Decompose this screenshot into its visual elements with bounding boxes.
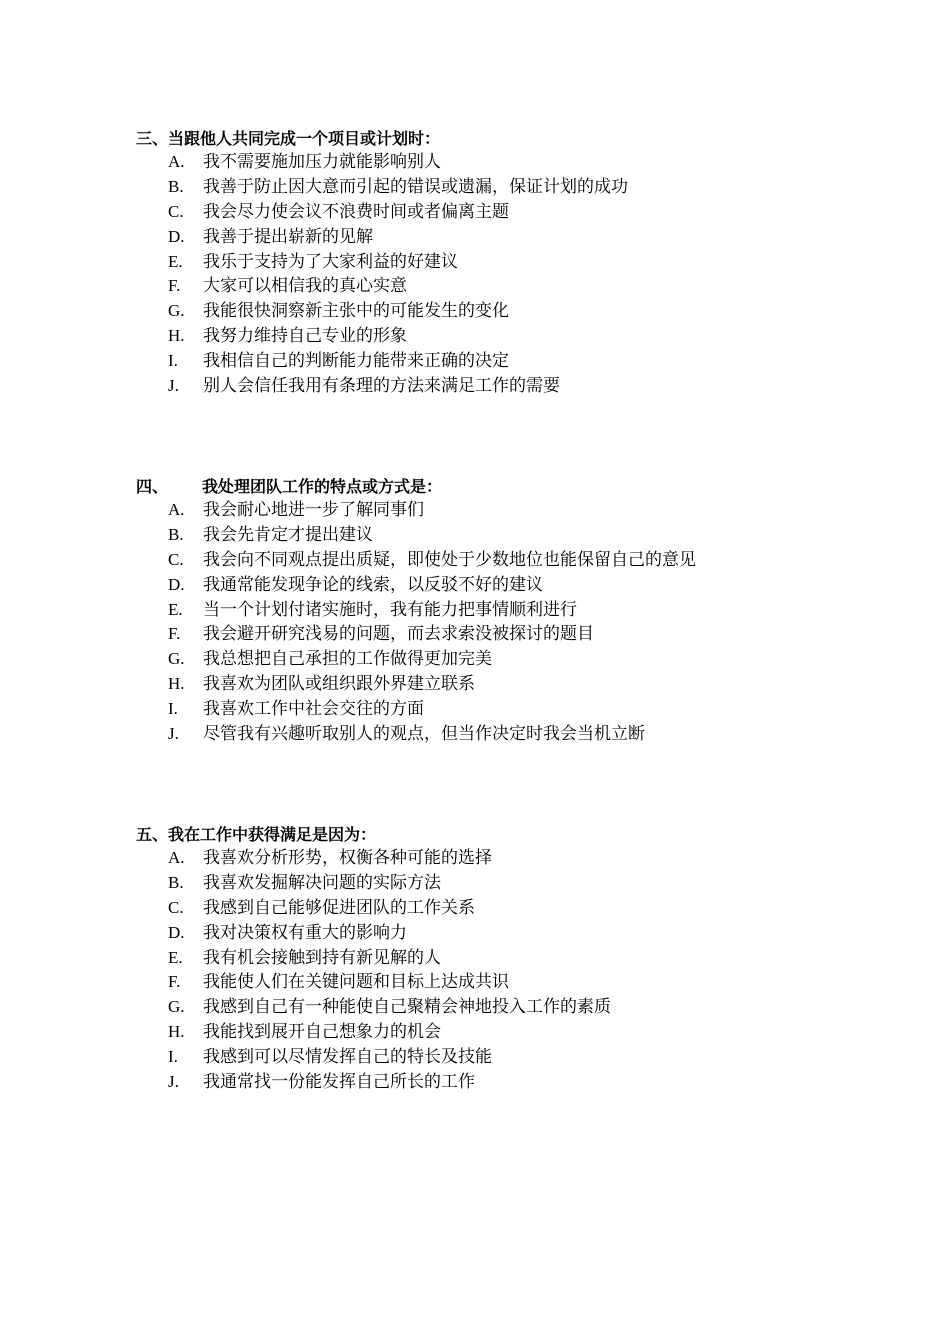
section-title: 我处理团队工作的特点或方式是： (202, 477, 443, 496)
item-text: 大家可以相信我的真心实意 (203, 276, 407, 297)
item-letter: E. (168, 251, 183, 271)
item-text: 我有机会接触到持有新见解的人 (203, 947, 441, 968)
item-text: 我不需要施加压力就能影响别人 (203, 152, 441, 172)
item-letter: F. (168, 276, 181, 296)
section-title: 我在工作中获得满足是因为： (168, 825, 377, 844)
item-text: 我善于提出崭新的见解 (203, 226, 373, 247)
item-text: 我会向不同观点提出质疑，即使处于少数地位也能保留自己的意见 (203, 549, 696, 570)
item-letter: G. (168, 997, 185, 1017)
section-number: 四、 (136, 477, 169, 496)
item-letter: B. (168, 176, 184, 196)
item-letter: H. (168, 326, 185, 346)
item-letter: C. (168, 897, 184, 917)
item-text: 我能很快洞察新主张中的可能发生的变化 (203, 301, 509, 322)
item-letter: I. (168, 699, 178, 719)
item-text: 我喜欢分析形势，权衡各种可能的选择 (203, 848, 492, 868)
item-letter: F. (168, 972, 181, 992)
item-text: 我总想把自己承担的工作做得更加完美 (203, 649, 492, 670)
item-letter: D. (168, 922, 185, 942)
section-heading (136, 474, 442, 499)
section-title: 当跟他人共同完成一个项目或计划时： (168, 129, 441, 148)
item-text: 我通常找一份能发挥自己所长的工作 (203, 1072, 475, 1093)
item-letter: C. (168, 549, 184, 569)
item-letter: H. (168, 674, 185, 694)
item-letter: E. (168, 599, 183, 619)
item-text: 我喜欢工作中社会交往的方面 (203, 699, 424, 720)
item-letter: B. (168, 524, 184, 544)
item-letter: J. (168, 1072, 179, 1092)
section-number: 五、 (136, 825, 169, 844)
item-text: 别人会信任我用有条理的方法来满足工作的需要 (203, 376, 560, 397)
item-text: 我会耐心地进一步了解同事们 (203, 500, 424, 520)
item-text: 我相信自己的判断能力能带来正确的决定 (203, 351, 509, 372)
item-text: 我感到自己能够促进团队的工作关系 (203, 897, 475, 918)
item-text: 我通常能发现争论的线索，以反驳不好的建议 (203, 574, 543, 595)
item-text: 我喜欢为团队或组织跟外界建立联系 (203, 674, 475, 695)
item-letter: G. (168, 649, 185, 669)
section-heading (136, 126, 440, 151)
section-number: 三、 (136, 129, 169, 148)
item-letter: D. (168, 226, 185, 246)
item-text: 我能使人们在关键问题和目标上达成共识 (203, 972, 509, 993)
item-letter: D. (168, 574, 185, 594)
item-text: 我努力维持自己专业的形象 (203, 326, 407, 347)
item-text: 我喜欢发掘解决问题的实际方法 (203, 872, 441, 893)
item-text: 我会先肯定才提出建议 (203, 524, 373, 545)
item-letter: A. (168, 848, 185, 867)
item-letter: G. (168, 301, 185, 321)
item-text: 我乐于支持为了大家利益的好建议 (203, 251, 458, 272)
item-text: 我善于防止因大意而引起的错误或遗漏，保证计划的成功 (203, 176, 628, 197)
item-letter: B. (168, 872, 184, 892)
item-text: 我对决策权有重大的影响力 (203, 922, 407, 943)
item-text: 我感到自己有一种能使自己聚精会神地投入工作的素质 (203, 997, 611, 1018)
item-letter: H. (168, 1022, 185, 1042)
item-letter: E. (168, 947, 183, 967)
item-text: 当一个计划付诸实施时，我有能力把事情顺利进行 (203, 599, 577, 620)
item-text: 我感到可以尽情发挥自己的特长及技能 (203, 1047, 492, 1068)
item-letter: I. (168, 1047, 178, 1067)
item-letter: C. (168, 201, 184, 221)
item-text: 我会避开研究浅易的问题，而去求索没被探讨的题目 (203, 624, 594, 645)
section-heading (136, 822, 376, 847)
item-letter: F. (168, 624, 181, 644)
item-text: 尽管我有兴趣听取别人的观点，但当作决定时我会当机立断 (203, 724, 645, 745)
item-letter: I. (168, 351, 178, 371)
item-text: 我会尽力使会议不浪费时间或者偏离主题 (203, 201, 509, 222)
item-text: 我能找到展开自己想象力的机会 (203, 1022, 441, 1043)
item-letter: A. (168, 152, 185, 171)
item-letter: J. (168, 724, 179, 744)
item-letter: A. (168, 500, 185, 519)
item-letter: J. (168, 376, 179, 396)
